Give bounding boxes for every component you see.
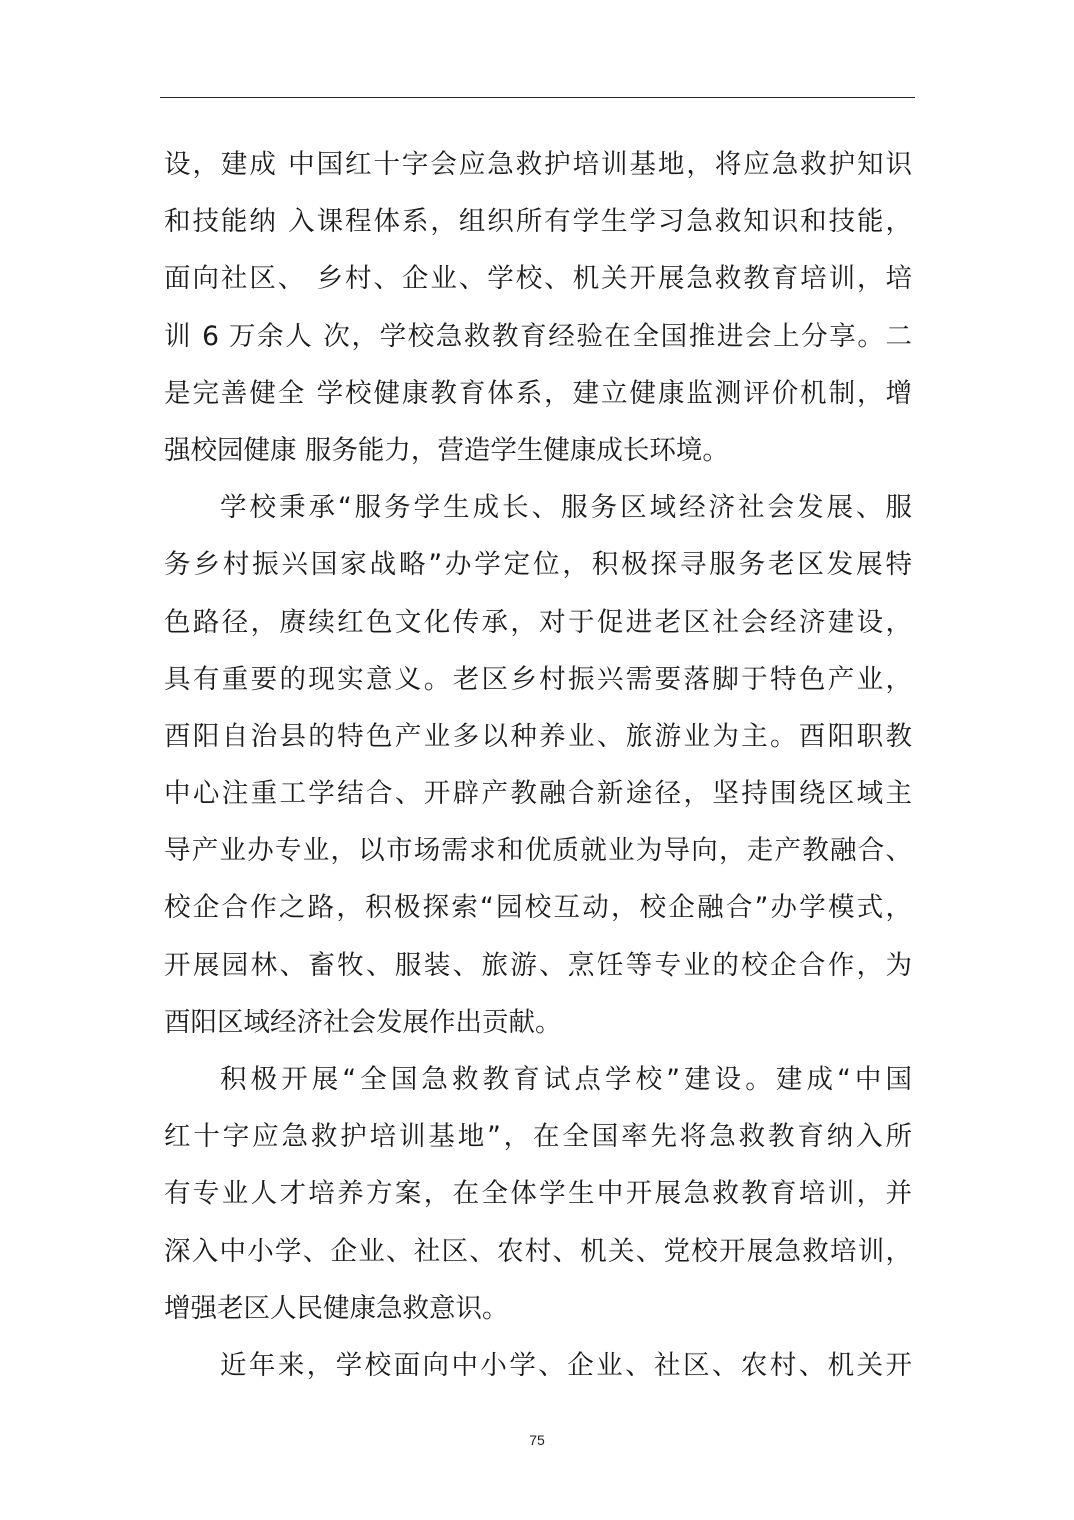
text-line-21: 增强老区人民健康急救意识。 [164, 1292, 509, 1324]
text-line-2: 和技能纳 入课程体系，组织所有学生学习急救知识和技能， [164, 206, 912, 238]
text-line-22: 近年来，学校面向中小学、企业、社区、农村、机关开 [220, 1349, 912, 1381]
text-line-19: 有专业人才培养方案，在全体学生中开展急救教育培训，并 [164, 1178, 912, 1210]
text-line-1: 设，建成 中国红十字会应急救护培训基地，将应急救护知识 [164, 149, 912, 180]
text-line-5: 是完善健全 学校健康教育体系，建立健康监测评价机制，增 [164, 377, 912, 409]
text-line-8: 务乡村振兴国家战略”办学定位，积极探寻服务老区发展特 [164, 549, 912, 581]
text-line-20: 深入中小学、企业、社区、农村、机关、党校开展急救培训， [164, 1235, 912, 1267]
text-line-7: 学校秉承“服务学生成长、服务区域经济社会发展、服 [220, 492, 912, 524]
page-number: 75 [529, 1432, 545, 1448]
text-line-18: 红十字应急救护培训基地”，在全国率先将急救教育纳入所 [164, 1121, 912, 1153]
text-line-9: 色路径，赓续红色文化传承，对于促进老区社会经济建设， [164, 606, 912, 638]
text-line-6: 强校园健康 服务能力，营造学生健康成长环境。 [164, 434, 729, 466]
text-line-15: 开展园林、畜牧、服装、旅游、烹饪等专业的校企合作，为 [164, 949, 912, 981]
header-rule [160, 97, 915, 98]
text-line-11: 酉阳自治县的特色产业多以种养业、旅游业为主。酉阳职教 [164, 720, 912, 752]
text-line-16: 酉阳区域经济社会发展作出贡献。 [164, 1006, 562, 1038]
text-line-13: 导产业办专业，以市场需求和优质就业为导向，走产教融合、 [164, 835, 912, 867]
text-line-10: 具有重要的现实意义。老区乡村振兴需要落脚于特色产业， [164, 663, 912, 695]
text-line-4: 训 6 万余人 次，学校急救教育经验在全国推进会上分享。二 [164, 320, 912, 352]
text-line-14: 校企合作之路，积极探索“园校互动，校企融合”办学模式， [164, 892, 912, 924]
body-text [164, 136, 912, 1394]
text-line-17: 积极开展“全国急救教育试点学校”建设。建成“中国 [220, 1064, 912, 1095]
text-line-3: 面向社区、 乡村、企业、学校、机关开展急救教育培训，培 [164, 263, 912, 295]
text-line-12: 中心注重工学结合、开辟产教融合新途径，坚持围绕区域主 [164, 778, 912, 810]
